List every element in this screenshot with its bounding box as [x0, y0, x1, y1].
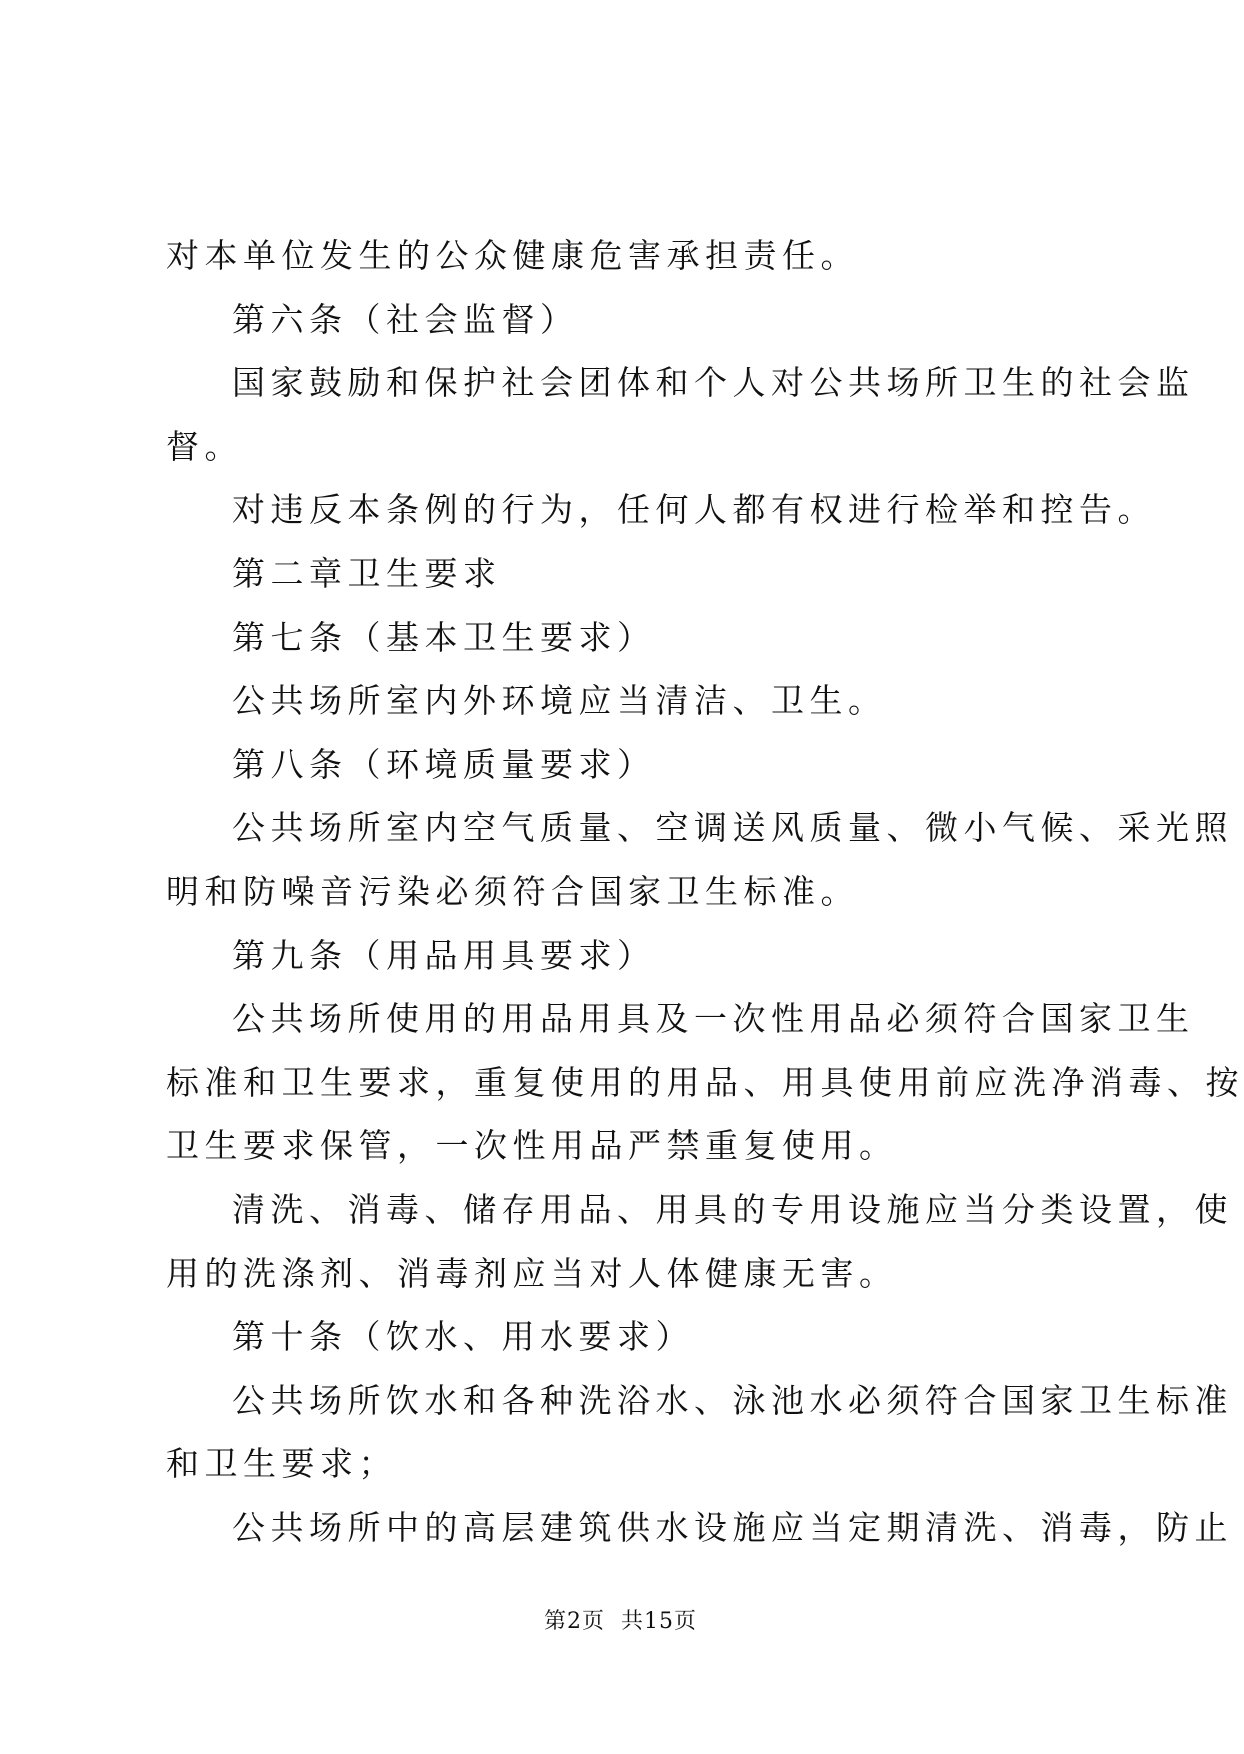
- text-line: 清洗、消毒、储存用品、用具的专用设施应当分类设置，使: [232, 1189, 1233, 1229]
- chapter-heading: 第二章卫生要求: [232, 553, 502, 593]
- article-heading: 第六条（社会监督）: [232, 299, 579, 339]
- article-heading: 第八条（环境质量要求）: [232, 744, 656, 784]
- text-line: 公共场所室内空气质量、空调送风质量、微小气候、采光照: [232, 808, 1233, 848]
- article-heading: 第七条（基本卫生要求）: [232, 617, 656, 657]
- text-line: 明和防噪音污染必须符合国家卫生标准。: [166, 871, 859, 911]
- page-footer: [0, 1604, 1241, 1635]
- text-line: 对违反本条例的行为，任何人都有权进行检举和控告。: [232, 490, 1156, 530]
- text-line: 公共场所室内外环境应当清洁、卫生。: [232, 681, 887, 721]
- page-number: 第2页 共15页: [544, 1609, 697, 1634]
- article-heading: 第九条（用品用具要求）: [232, 935, 656, 975]
- article-heading: 第十条（饮水、用水要求）: [232, 1317, 694, 1357]
- text-line: 和卫生要求；: [166, 1444, 397, 1484]
- text-line: 用的洗涤剂、消毒剂应当对人体健康无害。: [166, 1253, 898, 1293]
- text-line: 国家鼓励和保护社会团体和个人对公共场所卫生的社会监: [232, 363, 1195, 403]
- document-body: [166, 224, 1244, 1559]
- text-line: 公共场所饮水和各种洗浴水、泳池水必须符合国家卫生标准: [232, 1380, 1233, 1420]
- text-line: 督。: [166, 426, 243, 466]
- text-line: 对本单位发生的公众健康危害承担责任。: [166, 236, 859, 275]
- text-line: 卫生要求保管，一次性用品严禁重复使用。: [166, 1126, 898, 1166]
- text-line: 标准和卫生要求，重复使用的用品、用具使用前应洗净消毒、按: [166, 1062, 1244, 1102]
- text-line: 公共场所中的高层建筑供水设施应当定期清洗、消毒，防止: [232, 1507, 1233, 1547]
- text-line: 公共场所使用的用品用具及一次性用品必须符合国家卫生: [232, 999, 1195, 1039]
